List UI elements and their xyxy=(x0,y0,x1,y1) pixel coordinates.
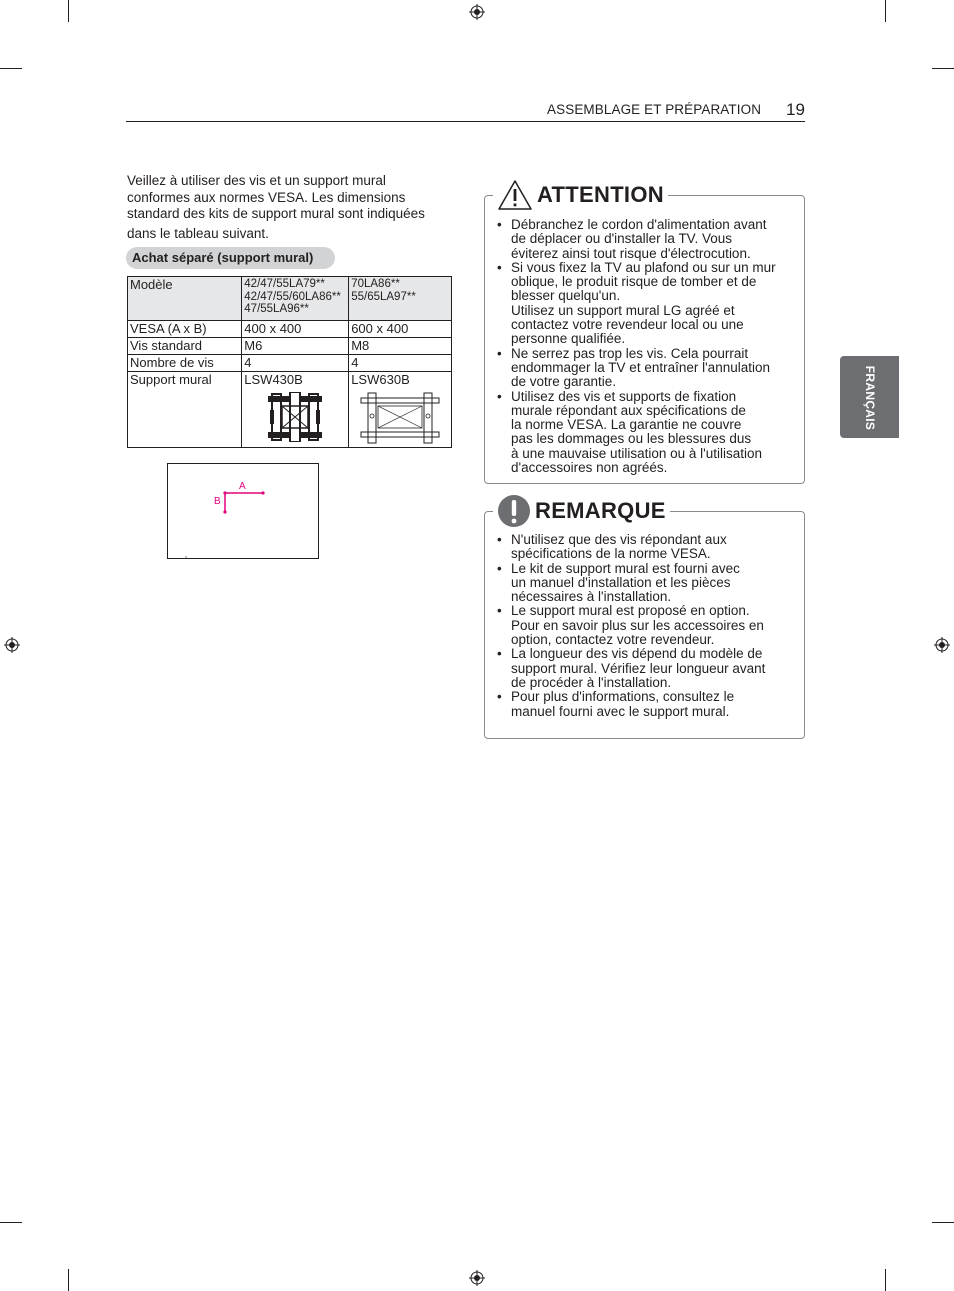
intro-line: standard des kits de support mural sont indiquées xyxy=(127,206,425,221)
list-line: blesser quelqu'un. xyxy=(511,288,621,304)
table-cell: M6 xyxy=(242,338,349,355)
list-item xyxy=(497,562,797,605)
table-cell: M8 xyxy=(349,338,452,355)
list-line: • Si vous fixez la TV au plafond ou sur un mur xyxy=(511,259,776,275)
list-item xyxy=(497,347,797,390)
language-tab xyxy=(840,356,899,438)
exclamation-circle-icon xyxy=(497,494,531,528)
list-line: Pour en savoir plus sur les accessoires en xyxy=(511,617,764,633)
model-line: 42/47/55LA79** xyxy=(244,278,325,290)
table-cell: 4 xyxy=(242,355,349,372)
table-cell: Support mural xyxy=(128,372,242,448)
crop-mark xyxy=(0,1222,22,1223)
registration-mark-icon xyxy=(934,637,950,653)
language-tab-label: FRANÇAIS xyxy=(863,365,877,431)
attention-header xyxy=(493,176,668,214)
list-line: contactez votre revendeur local ou une xyxy=(511,317,744,333)
list-item xyxy=(497,261,797,347)
list-item xyxy=(497,647,797,690)
table-cell: Modèle xyxy=(128,277,242,321)
table-cell: Nombre de vis xyxy=(128,355,242,372)
list-line: de votre garantie. xyxy=(511,374,617,390)
crop-mark xyxy=(932,1222,954,1223)
remarque-header xyxy=(493,493,670,529)
dimension-a-label: A xyxy=(239,481,246,492)
list-line: • Le kit de support mural est fourni avec xyxy=(511,560,740,576)
table-cell: 600 x 400 xyxy=(349,321,452,338)
table-cell: 4 xyxy=(349,355,452,372)
intro-line: Veillez à utiliser des vis et un support mural xyxy=(127,173,386,188)
spec-table xyxy=(127,276,452,448)
table-row xyxy=(128,338,452,355)
remarque-title: REMARQUE xyxy=(535,498,666,523)
list-line: un manuel d'installation et les pièces xyxy=(511,574,731,590)
wall-mount-bracket-image xyxy=(360,392,440,444)
list-line: option, contactez votre revendeur. xyxy=(511,632,715,648)
crop-mark xyxy=(885,0,886,22)
table-cell xyxy=(349,372,452,448)
table-row xyxy=(128,372,452,448)
list-line: • Utilisez des vis et supports de fixation xyxy=(511,388,737,404)
table-row xyxy=(128,277,452,321)
intro-line: dans le tableau suivant. xyxy=(127,225,269,241)
list-line: oblique, le produit risque de tomber et de xyxy=(511,274,757,290)
attention-title: ATTENTION xyxy=(537,182,664,207)
dimension-b-label: B xyxy=(214,496,221,507)
header-rule xyxy=(126,121,805,122)
crop-mark xyxy=(885,1269,886,1291)
list-item xyxy=(497,533,797,562)
remarque-list xyxy=(497,533,797,719)
table-cell: Vis standard xyxy=(128,338,242,355)
crop-mark xyxy=(68,0,69,22)
list-line: murale répondant aux spécifications de xyxy=(511,402,746,418)
list-item xyxy=(497,218,797,261)
list-line: la norme VESA. La garantie ne couvre xyxy=(511,417,742,433)
list-line: • La longueur des vis dépend du modèle de xyxy=(511,646,763,662)
table-cell xyxy=(242,277,349,321)
list-line: de procéder à l'installation. xyxy=(511,674,672,690)
list-line: support mural. Vérifiez leur longueur avant xyxy=(511,660,766,676)
table-cell xyxy=(349,277,452,321)
list-line: personne qualifiée. xyxy=(511,331,626,347)
model-line: 55/65LA97** xyxy=(351,290,416,303)
vesa-diagram xyxy=(167,463,319,559)
list-line: • N'utilisez que des vis répondant aux xyxy=(511,532,727,547)
model-line: 47/55LA96** xyxy=(244,303,309,315)
intro-paragraph xyxy=(127,173,452,242)
list-line: endommager la TV et entraîner l'annulation xyxy=(511,359,770,375)
list-item xyxy=(497,604,797,647)
crop-mark xyxy=(68,1269,69,1291)
intro-line: conformes aux normes VESA. Les dimensions xyxy=(127,189,406,205)
wall-mount-bracket-image xyxy=(266,392,324,442)
list-line: manuel fourni avec le support mural. xyxy=(511,703,730,719)
table-cell: 400 x 400 xyxy=(242,321,349,338)
list-line: • Débranchez le cordon d'alimentation avant xyxy=(511,217,767,232)
list-item xyxy=(497,690,797,719)
page-number: 19 xyxy=(786,100,805,119)
mount-model: LSW630B xyxy=(351,372,410,387)
crop-mark xyxy=(0,68,22,69)
list-line: éviterez ainsi tout risque d'électrocution. xyxy=(511,245,751,261)
registration-mark-icon xyxy=(4,637,20,653)
table-cell xyxy=(242,372,349,448)
table-cell: VESA (A x B) xyxy=(128,321,242,338)
table-row xyxy=(128,321,452,338)
list-line: • Le support mural est proposé en option. xyxy=(511,603,750,619)
attention-list xyxy=(497,218,797,475)
table-row xyxy=(128,355,452,372)
list-line: Utilisez un support mural LG agréé et xyxy=(511,302,735,318)
purchase-label: Achat séparé (support mural) xyxy=(126,247,335,269)
list-line: • Ne serrez pas trop les vis. Cela pourrait xyxy=(511,345,749,361)
section-title: ASSEMBLAGE ET PRÉPARATION xyxy=(547,102,762,117)
crop-mark xyxy=(932,68,954,69)
list-item xyxy=(497,390,797,476)
list-line: de déplacer ou d'installer la TV. Vous xyxy=(511,231,732,247)
list-line: • Pour plus d'informations, consultez le xyxy=(511,689,735,705)
list-line: nécessaires à l'installation. xyxy=(511,589,672,605)
registration-mark-icon xyxy=(469,1270,485,1286)
list-line: pas les dommages ou les blessures dus xyxy=(511,431,752,447)
model-line: 42/47/55/60LA86** xyxy=(244,290,341,303)
list-line: à une mauvaise utilisation ou à l'utilisation xyxy=(511,445,762,461)
mount-model: LSW430B xyxy=(244,372,303,387)
registration-mark-icon xyxy=(469,4,485,20)
model-line: 70LA86** xyxy=(351,278,400,290)
list-line: spécifications de la norme VESA. xyxy=(511,546,711,562)
warning-triangle-icon xyxy=(497,179,533,211)
vesa-dimension-graphic xyxy=(168,464,320,560)
list-line: d'accessoires non agréés. xyxy=(511,460,668,476)
